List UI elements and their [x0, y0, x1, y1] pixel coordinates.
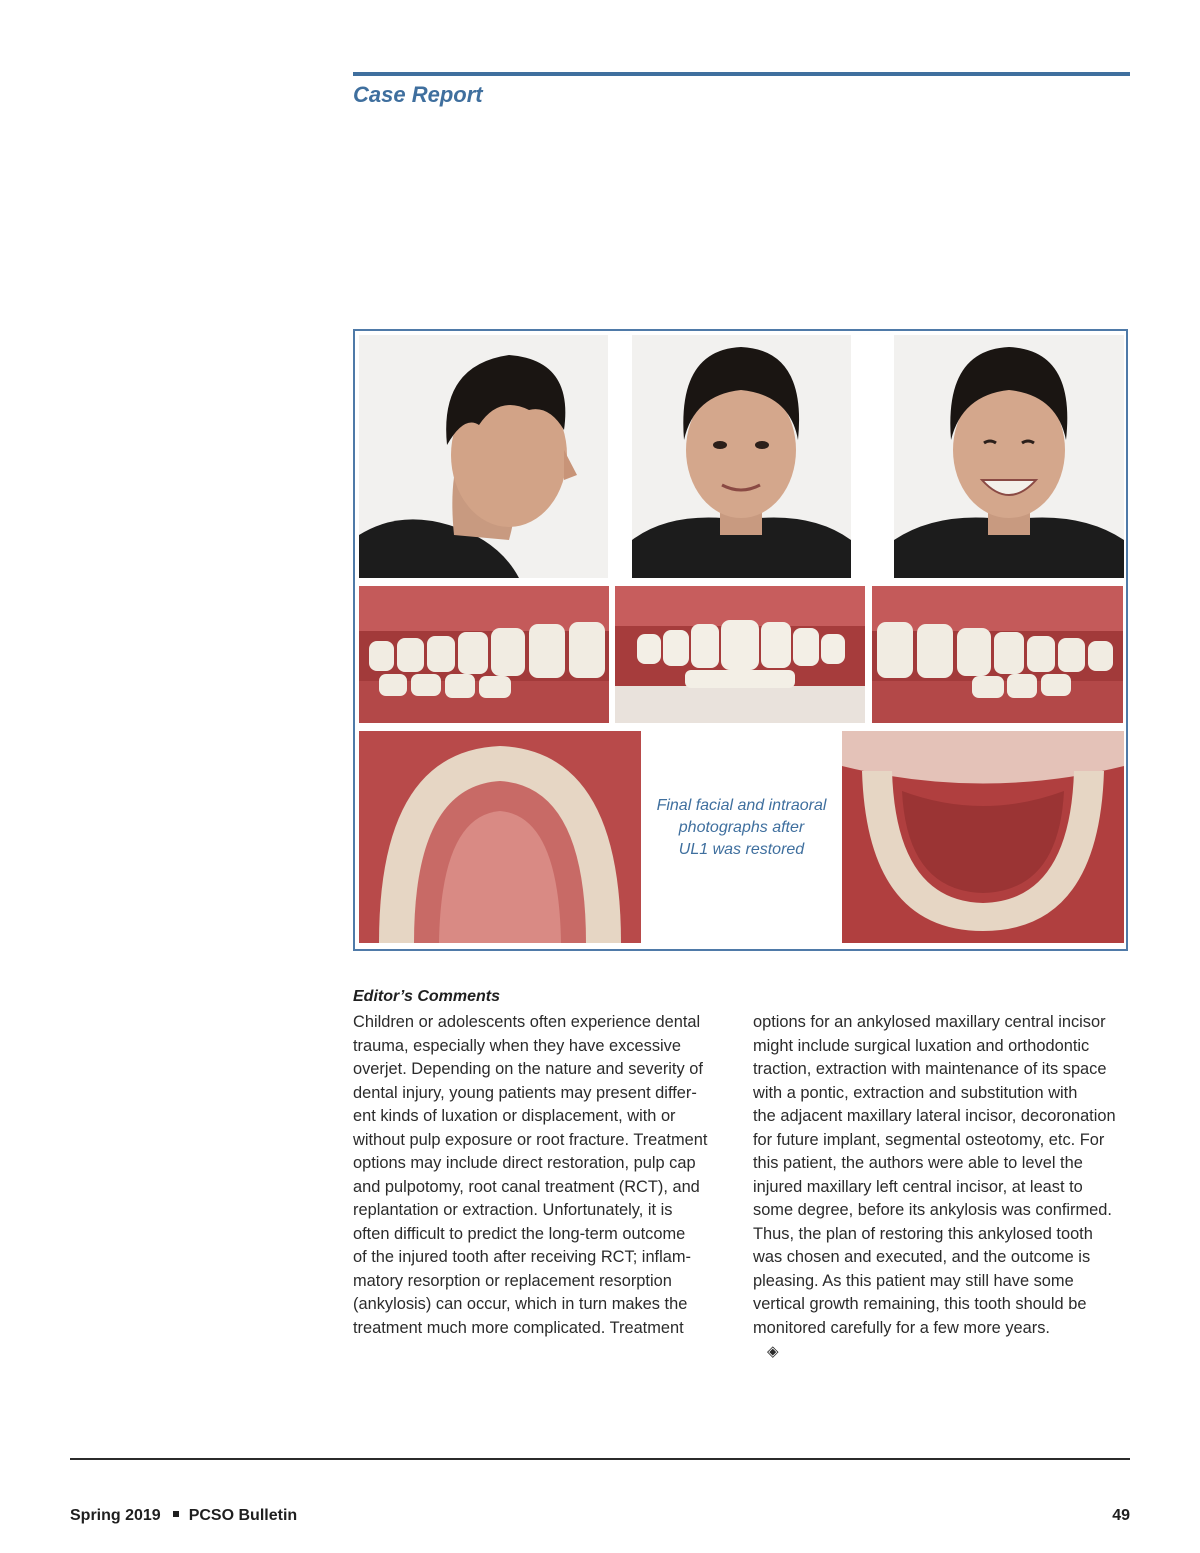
footer-issue: Spring 2019: [70, 1507, 161, 1524]
text-line: for future implant, segmental osteotomy, etc. For: [753, 1130, 1105, 1149]
text-line: replantation or extraction. Unfortunately, it is: [353, 1201, 673, 1219]
text-line: often difficult to predict the long-term outcome: [353, 1224, 686, 1243]
text-line: the adjacent maxillary lateral incisor, decoronation: [753, 1107, 1116, 1125]
text-line: matory resorption or replacement resorption: [353, 1271, 672, 1290]
text-line: of the injured tooth after receiving RCT; inflam-: [353, 1248, 691, 1266]
intraoral-right-photo: [359, 586, 609, 723]
editors-comments-column-left: [353, 1011, 731, 1340]
caption-line: UL1 was restored: [678, 841, 805, 858]
text-line: pleasing. As this patient may still have some: [753, 1271, 1074, 1290]
text-line: dental injury, young patients may present differ-: [353, 1083, 697, 1102]
text-line: vertical growth remaining, this tooth should be: [753, 1295, 1087, 1313]
facial-profile-photo: [359, 335, 608, 578]
footer-publication-name: PCSO Bulletin: [188, 1507, 298, 1524]
text-line: traction, extraction with maintenance of its space: [753, 1060, 1107, 1078]
maxillary-occlusal-photo: [359, 731, 641, 943]
mandibular-occlusal-photo: [842, 731, 1124, 943]
page-number: 49: [1112, 1507, 1130, 1524]
text-line: Children or adolescents often experience dental: [353, 1013, 701, 1031]
end-of-article-icon: ◈: [767, 1343, 779, 1360]
figure-caption: [645, 795, 838, 861]
text-line: this patient, the authors were able to level the: [753, 1154, 1083, 1172]
footer-separator-icon: [173, 1511, 179, 1517]
facial-frontal-photo: [632, 335, 851, 578]
text-line: injured maxillary left central incisor, at least to: [753, 1177, 1083, 1196]
intraoral-frontal-photo: [615, 586, 865, 723]
text-line: some degree, before its ankylosis was confirmed.: [753, 1201, 1112, 1219]
text-line: was chosen and executed, and the outcome is: [753, 1248, 1091, 1266]
caption-line: photographs after: [678, 819, 805, 836]
editors-comments-column-right: [753, 1011, 1131, 1364]
header-rule: [353, 72, 1130, 76]
text-line: might include surgical luxation and orthodontic: [753, 1036, 1090, 1055]
footer-publication: [70, 1507, 297, 1525]
text-line: with a pontic, extraction and substitution with: [753, 1083, 1078, 1102]
text-line: treatment much more complicated. Treatment: [353, 1318, 684, 1337]
footer-rule: [70, 1458, 1130, 1460]
text-line: without pulp exposure or root fracture. Treatment: [353, 1130, 708, 1149]
text-line: (ankylosis) can occur, which in turn makes the: [353, 1295, 688, 1313]
text-line: options for an ankylosed maxillary central incisor: [753, 1013, 1106, 1031]
text-line: ent kinds of luxation or displacement, with or: [353, 1107, 676, 1125]
text-line: Thus, the plan of restoring this ankylosed tooth: [753, 1224, 1093, 1243]
text-line: options may include direct restoration, pulp cap: [353, 1154, 696, 1172]
text-line: monitored carefully for a few more years.: [753, 1318, 1050, 1337]
intraoral-left-photo: [872, 586, 1123, 723]
text-line: and pulpotomy, root canal treatment (RCT), and: [353, 1177, 700, 1196]
text-line: overjet. Depending on the nature and severity of: [353, 1060, 703, 1078]
editors-comments-heading: Editor’s Comments: [353, 988, 500, 1005]
text-line-last: [753, 1317, 1131, 1364]
caption-line: Final facial and intraoral: [656, 797, 827, 814]
section-title: Case Report: [353, 82, 483, 107]
text-line: trauma, especially when they have excessive: [353, 1036, 681, 1055]
facial-smile-photo: [894, 335, 1124, 578]
